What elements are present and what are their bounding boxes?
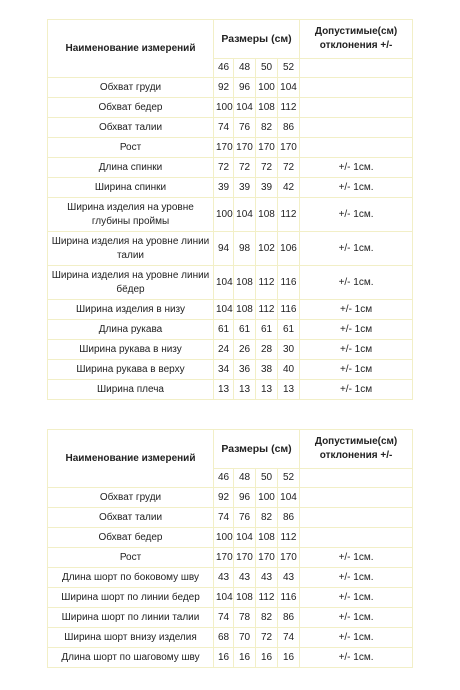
- tolerance-empty: [300, 469, 413, 488]
- tolerance-value: +/- 1см.: [300, 648, 413, 668]
- measurement-value: 108: [234, 300, 256, 320]
- measurement-value: 72: [214, 158, 234, 178]
- measurement-value: 104: [278, 488, 300, 508]
- measurement-value: 76: [234, 118, 256, 138]
- measurement-value: 112: [256, 300, 278, 320]
- measurement-name: Ширина изделия на уровне глубины проймы: [48, 198, 214, 232]
- table-row: [48, 528, 413, 548]
- measurement-value: 104: [214, 300, 234, 320]
- measurement-name: Ширина изделия в низу: [48, 300, 214, 320]
- measurement-name: Ширина спинки: [48, 178, 214, 198]
- measurement-value: 61: [256, 320, 278, 340]
- measurement-value: 94: [214, 232, 234, 266]
- table-row: [48, 320, 413, 340]
- measurement-value: 102: [256, 232, 278, 266]
- tolerance-value: [300, 528, 413, 548]
- measurement-value: 108: [234, 266, 256, 300]
- header-sizes: Размеры (см): [214, 20, 300, 59]
- table-row: [48, 178, 413, 198]
- tolerance-value: +/- 1см.: [300, 588, 413, 608]
- size-value: 48: [234, 469, 256, 488]
- measurement-value: 112: [256, 588, 278, 608]
- tolerance-value: +/- 1см.: [300, 178, 413, 198]
- measurement-value: 170: [234, 548, 256, 568]
- measurement-name: Длина шорт по боковому шву: [48, 568, 214, 588]
- measurement-value: 116: [278, 588, 300, 608]
- measurement-value: 16: [234, 648, 256, 668]
- measurement-value: 70: [234, 628, 256, 648]
- measurement-value: 82: [256, 118, 278, 138]
- measurement-value: 100: [256, 78, 278, 98]
- measurement-value: 74: [214, 508, 234, 528]
- measurement-name: Ширина шорт по линии бедер: [48, 588, 214, 608]
- measurement-value: 116: [278, 300, 300, 320]
- measurement-value: 72: [278, 158, 300, 178]
- measurement-value: 43: [278, 568, 300, 588]
- measurement-value: 74: [214, 608, 234, 628]
- table-row: [48, 198, 413, 232]
- measurement-name: Ширина изделия на уровне линии бёдер: [48, 266, 214, 300]
- measurement-value: 39: [256, 178, 278, 198]
- measurement-value: 170: [214, 138, 234, 158]
- measurement-value: 170: [214, 548, 234, 568]
- measurement-value: 92: [214, 78, 234, 98]
- table-row: [48, 158, 413, 178]
- measurement-value: 30: [278, 340, 300, 360]
- tolerance-value: +/- 1см: [300, 360, 413, 380]
- measurement-value: 86: [278, 508, 300, 528]
- size-value: 52: [278, 469, 300, 488]
- measurement-value: 16: [256, 648, 278, 668]
- measurement-value: 39: [214, 178, 234, 198]
- measurement-value: 76: [234, 508, 256, 528]
- measurement-value: 43: [214, 568, 234, 588]
- table-row: [48, 266, 413, 300]
- tolerance-value: +/- 1см.: [300, 232, 413, 266]
- measurement-value: 108: [256, 528, 278, 548]
- measurement-value: 40: [278, 360, 300, 380]
- measurement-value: 170: [256, 548, 278, 568]
- measurement-name: Рост: [48, 138, 214, 158]
- measurement-value: 112: [278, 198, 300, 232]
- measurement-name: Ширина плеча: [48, 380, 214, 400]
- measurement-name: Обхват груди: [48, 78, 214, 98]
- measurement-name: Ширина изделия на уровне линии талии: [48, 232, 214, 266]
- table-row: [48, 232, 413, 266]
- measurement-value: 72: [256, 628, 278, 648]
- measurement-value: 61: [278, 320, 300, 340]
- tolerance-value: [300, 508, 413, 528]
- measurement-name: Обхват талии: [48, 118, 214, 138]
- measurement-value: 86: [278, 118, 300, 138]
- measurement-name: Обхват бедер: [48, 98, 214, 118]
- measurement-value: 106: [278, 232, 300, 266]
- measurement-value: 100: [214, 528, 234, 548]
- tolerance-value: +/- 1см: [300, 340, 413, 360]
- measurement-value: 34: [214, 360, 234, 380]
- measurement-value: 112: [256, 266, 278, 300]
- measurement-value: 100: [214, 198, 234, 232]
- size-table-top: [47, 19, 413, 400]
- measurement-value: 43: [256, 568, 278, 588]
- tolerance-value: +/- 1см.: [300, 568, 413, 588]
- measurement-value: 108: [256, 198, 278, 232]
- measurement-value: 78: [234, 608, 256, 628]
- table-row: [48, 340, 413, 360]
- measurement-value: 74: [278, 628, 300, 648]
- measurement-value: 104: [278, 78, 300, 98]
- measurement-value: 61: [234, 320, 256, 340]
- measurement-value: 26: [234, 340, 256, 360]
- header-row: [48, 430, 413, 469]
- tolerance-value: +/- 1см.: [300, 628, 413, 648]
- measurement-value: 170: [278, 138, 300, 158]
- measurement-name: Длина шорт по шаговому шву: [48, 648, 214, 668]
- tolerance-value: +/- 1см.: [300, 158, 413, 178]
- measurement-value: 13: [234, 380, 256, 400]
- tolerance-value: [300, 138, 413, 158]
- measurement-value: 36: [234, 360, 256, 380]
- header-row: [48, 20, 413, 59]
- table-row: [48, 508, 413, 528]
- size-value: 46: [214, 59, 234, 78]
- measurement-value: 16: [278, 648, 300, 668]
- measurement-name: Рост: [48, 548, 214, 568]
- header-tolerance: Допустимые(см) отклонения +/-: [300, 20, 413, 59]
- table-row: [48, 588, 413, 608]
- measurement-value: 104: [234, 98, 256, 118]
- measurement-value: 13: [214, 380, 234, 400]
- header-measurement-name: Наименование измерений: [48, 20, 214, 78]
- table-row: [48, 118, 413, 138]
- tolerance-value: +/- 1см.: [300, 266, 413, 300]
- measurement-value: 112: [278, 528, 300, 548]
- tolerance-value: [300, 118, 413, 138]
- table-row: [48, 138, 413, 158]
- tolerance-value: [300, 78, 413, 98]
- measurement-value: 116: [278, 266, 300, 300]
- size-table-shorts: [47, 429, 413, 668]
- measurement-value: 61: [214, 320, 234, 340]
- measurement-value: 86: [278, 608, 300, 628]
- measurement-name: Обхват бедер: [48, 528, 214, 548]
- measurement-value: 92: [214, 488, 234, 508]
- table-row: [48, 300, 413, 320]
- measurement-value: 170: [234, 138, 256, 158]
- measurement-value: 98: [234, 232, 256, 266]
- measurement-name: Ширина рукава в верху: [48, 360, 214, 380]
- table-row: [48, 488, 413, 508]
- table-row: [48, 608, 413, 628]
- measurement-value: 96: [234, 488, 256, 508]
- measurement-value: 43: [234, 568, 256, 588]
- measurement-name: Ширина шорт по линии талии: [48, 608, 214, 628]
- measurement-value: 100: [256, 488, 278, 508]
- measurement-value: 112: [278, 98, 300, 118]
- measurement-value: 74: [214, 118, 234, 138]
- measurement-value: 72: [234, 158, 256, 178]
- measurement-value: 104: [214, 266, 234, 300]
- size-value: 46: [214, 469, 234, 488]
- measurement-value: 16: [214, 648, 234, 668]
- measurement-value: 100: [214, 98, 234, 118]
- table-row: [48, 380, 413, 400]
- table-row: [48, 568, 413, 588]
- measurement-value: 170: [256, 138, 278, 158]
- measurement-value: 96: [234, 78, 256, 98]
- tolerance-value: +/- 1см: [300, 320, 413, 340]
- tolerance-value: +/- 1см: [300, 380, 413, 400]
- tolerance-value: +/- 1см.: [300, 608, 413, 628]
- header-measurement-name: Наименование измерений: [48, 430, 214, 488]
- measurement-name: Длина рукава: [48, 320, 214, 340]
- measurement-value: 108: [256, 98, 278, 118]
- tolerance-value: +/- 1см.: [300, 198, 413, 232]
- table-row: [48, 98, 413, 118]
- size-value: 50: [256, 59, 278, 78]
- header-tolerance: Допустимые(см) отклонения +/-: [300, 430, 413, 469]
- measurement-value: 104: [234, 198, 256, 232]
- measurement-value: 104: [234, 528, 256, 548]
- measurement-value: 38: [256, 360, 278, 380]
- measurement-value: 108: [234, 588, 256, 608]
- header-sizes: Размеры (см): [214, 430, 300, 469]
- tolerance-empty: [300, 59, 413, 78]
- measurement-value: 72: [256, 158, 278, 178]
- table-row: [48, 548, 413, 568]
- tolerance-value: +/- 1см.: [300, 548, 413, 568]
- table-row: [48, 628, 413, 648]
- measurement-name: Ширина шорт внизу изделия: [48, 628, 214, 648]
- size-value: 48: [234, 59, 256, 78]
- tolerance-value: [300, 488, 413, 508]
- measurement-value: 39: [234, 178, 256, 198]
- tolerance-value: [300, 98, 413, 118]
- measurement-value: 28: [256, 340, 278, 360]
- table-row: [48, 78, 413, 98]
- table-row: [48, 360, 413, 380]
- measurement-value: 68: [214, 628, 234, 648]
- measurement-value: 24: [214, 340, 234, 360]
- measurement-value: 13: [256, 380, 278, 400]
- measurement-name: Длина спинки: [48, 158, 214, 178]
- size-value: 52: [278, 59, 300, 78]
- tolerance-value: +/- 1см: [300, 300, 413, 320]
- measurement-name: Обхват груди: [48, 488, 214, 508]
- measurement-value: 82: [256, 508, 278, 528]
- measurement-value: 13: [278, 380, 300, 400]
- measurement-value: 82: [256, 608, 278, 628]
- measurement-value: 104: [214, 588, 234, 608]
- size-value: 50: [256, 469, 278, 488]
- measurement-name: Ширина рукава в низу: [48, 340, 214, 360]
- measurement-value: 170: [278, 548, 300, 568]
- measurement-value: 42: [278, 178, 300, 198]
- table-row: [48, 648, 413, 668]
- measurement-name: Обхват талии: [48, 508, 214, 528]
